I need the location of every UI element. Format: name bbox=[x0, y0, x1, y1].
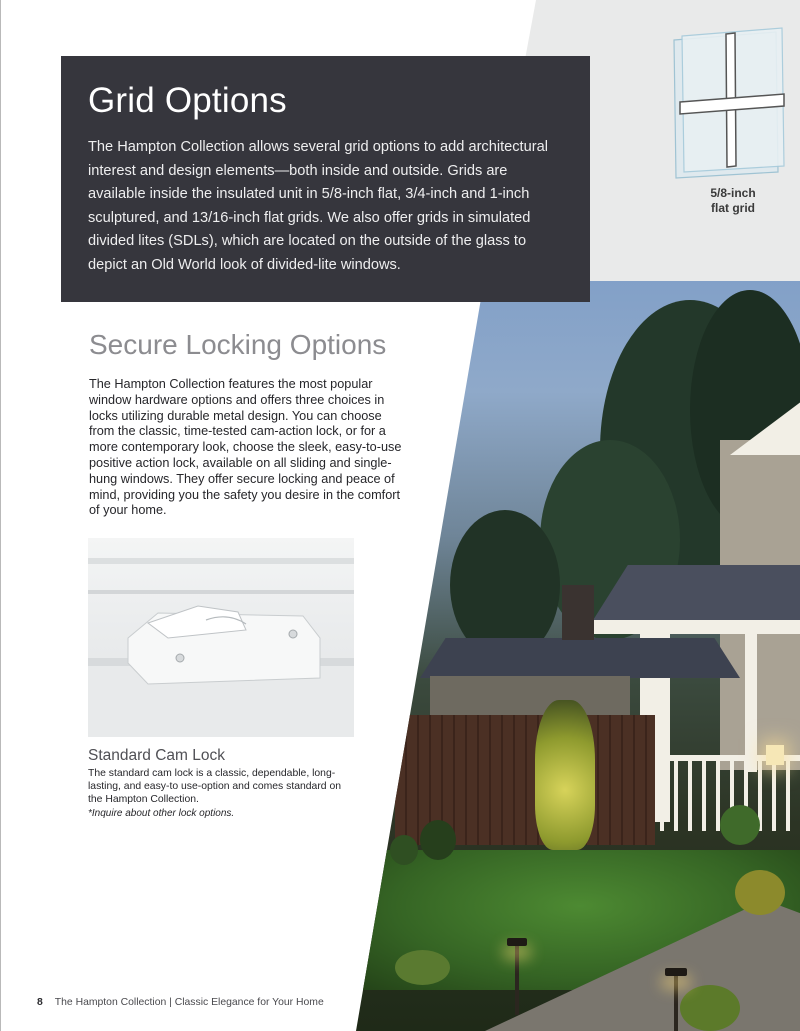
cam-lock-drawing bbox=[88, 538, 354, 737]
window-grid-illustration bbox=[664, 26, 794, 186]
photo-shrub bbox=[390, 835, 418, 865]
secure-locking-body: The Hampton Collection features the most popular window hardware options and offers three choices in locks utilizing durable metal design. You can choose from the classic, time-tested cam-action lock, or for a more contemporary look, choose the sleek, easy-to-use positive action lock, available on all sliding and single-hung windows. They offer secure locking and peace of mind, providing you the safety you desire in the comfort of your home. bbox=[89, 377, 402, 518]
photo-path-light-head bbox=[507, 938, 527, 946]
photo-neighbor-roof bbox=[420, 638, 740, 678]
photo-shrub bbox=[735, 870, 785, 915]
page-left-border bbox=[0, 0, 1, 1031]
grid-caption-line2: flat grid bbox=[711, 201, 755, 215]
photo-path-light bbox=[674, 975, 678, 1031]
standard-cam-lock-body: The standard cam lock is a classic, dependable, long-lasting, and easy-to use-option and comes standard on the Hampton Collection. bbox=[88, 768, 341, 805]
page-footer bbox=[37, 996, 324, 1010]
photo-porch-column bbox=[745, 632, 757, 772]
grid-caption bbox=[668, 186, 798, 216]
cam-lock-photo bbox=[88, 538, 354, 737]
photo-shrub bbox=[680, 985, 740, 1031]
standard-cam-lock-title: Standard Cam Lock bbox=[88, 747, 225, 764]
photo-path-light bbox=[515, 945, 519, 1015]
photo-porch-light bbox=[766, 745, 784, 765]
secure-locking-title: Secure Locking Options bbox=[89, 329, 387, 360]
photo-chimney bbox=[562, 585, 594, 640]
footer-text: The Hampton Collection | Classic Elegance for Your Home bbox=[54, 997, 324, 1008]
photo-tree bbox=[450, 510, 560, 660]
photo-shrub bbox=[395, 950, 450, 985]
page-number: 8 bbox=[37, 997, 43, 1008]
grid-options-title: Grid Options bbox=[88, 81, 287, 120]
photo-path-light-head bbox=[665, 968, 687, 976]
photo-shrub bbox=[720, 805, 760, 845]
photo-shrub bbox=[420, 820, 456, 860]
photo-lit-shrub bbox=[535, 700, 595, 850]
grid-caption-line1: 5/8-inch bbox=[710, 186, 756, 200]
lock-options-note: *Inquire about other lock options. bbox=[88, 808, 235, 819]
grid-options-body: The Hampton Collection allows several grid options to add architectural interest and design elements—both inside and outside. Grids are available inside the insulated unit in 5/8-inch flat, 3/4-inch and 1-inch sculptured, and 13/16-inch flat grids. We also offer grids in simulated divided lites (SDLs), which are located on the outside of the glass to depict an Old World look of divided-lite windows. bbox=[88, 139, 548, 273]
photo-porch-beam bbox=[590, 620, 800, 634]
grid-options-panel bbox=[61, 56, 590, 302]
